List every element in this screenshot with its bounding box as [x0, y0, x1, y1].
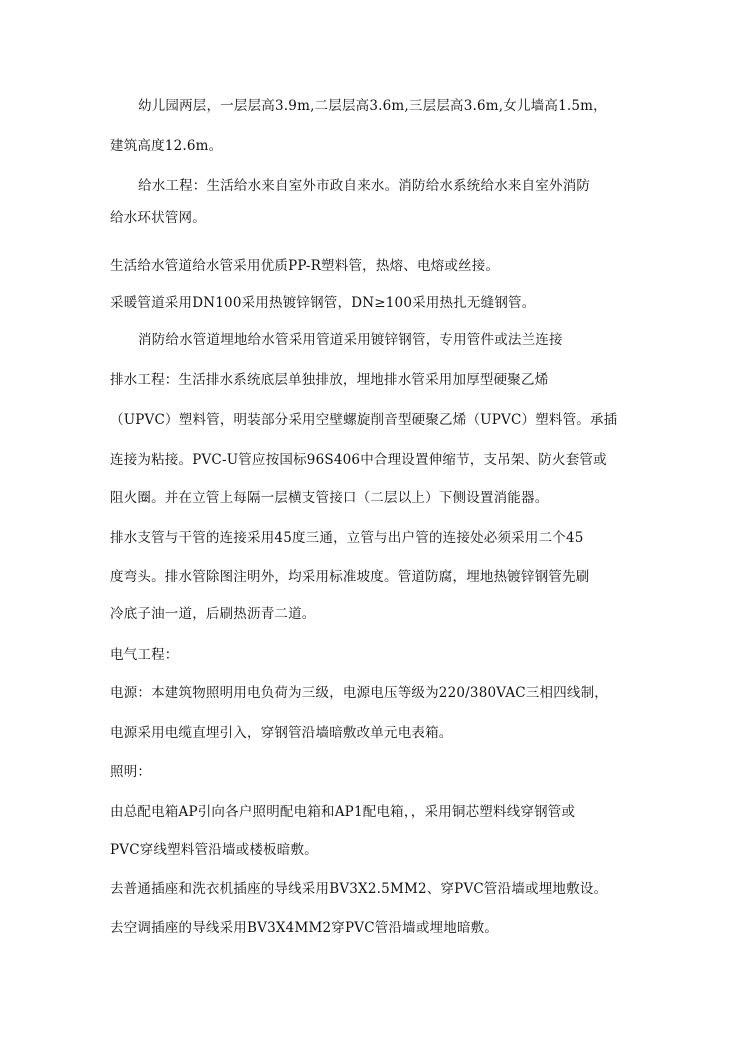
paragraph-line: 由总配电箱AP引向各户照明配电箱和AP1配电箱，，采用铜芯塑料线穿钢管或	[110, 804, 576, 820]
paragraph-line: 电源：本建筑物照明用电负荷为三级，电源电压等级为220/380VAC三相四线制，	[110, 685, 608, 701]
paragraph-line: 幼儿园两层，一层层高3.9m,二层层高3.6m,三层层高3.6m,女儿墙高1.5m，	[138, 98, 607, 114]
paragraph-line: 去普通插座和洗衣机插座的导线采用BV3X2.5MM2、穿PVC管沿墙或埋地敷设。	[110, 881, 608, 897]
paragraph-line: 排水工程：生活排水系统底层单独排放，埋地排水管采用加厚型硬聚乙烯	[110, 372, 549, 388]
paragraph-line: 消防给水管道埋地给水管采用管道采用镀锌钢管，专用管件或法兰连接	[138, 332, 563, 348]
paragraph-line: 阻火圈。并在立管上每隔一层横支管接口（二层以上）下侧设置消能器。	[110, 490, 549, 506]
paragraph-line: 给水环状管网。	[110, 210, 206, 226]
section-heading: 电气工程：	[110, 647, 179, 663]
paragraph-line: 给水工程：生活给水来自室外市政自来水。消防给水系统给水来自室外消防	[138, 178, 591, 194]
paragraph-line: 排水支管与干管的连接采用45度三通，立管与出户管的连接处必须采用二个45	[110, 530, 584, 546]
paragraph-line: 电源采用电缆直埋引入，穿钢管沿墙暗敷改单元电表箱。	[110, 725, 453, 741]
section-heading: 照明：	[110, 764, 152, 780]
paragraph-line: 度弯头。排水管除图注明外，均采用标准坡度。管道防腐，埋地热镀锌钢管先刷	[110, 569, 590, 585]
paragraph-line: （UPVC）塑料管，明装部分采用空壁螺旋削音型硬聚乙烯（UPVC）塑料管。承插	[110, 412, 618, 428]
paragraph-line: 连接为粘接。PVC-U管应按国标96S406中合理设置伸缩节，支吊架、防火套管或	[110, 452, 607, 468]
paragraph-line: 建筑高度12.6m。	[110, 138, 223, 154]
paragraph-line: 去空调插座的导线采用BV3X4MM2穿PVC管沿墙或埋地暗敷。	[110, 920, 499, 936]
paragraph-line: 生活给水管道给水管采用优质PP-R塑料管，热熔、电熔或丝接。	[110, 258, 500, 274]
paragraph-line: PVC穿线塑料管沿墙或楼板暗敷。	[110, 842, 318, 858]
paragraph-line: 采暖管道采用DN100采用热镀锌钢管，DN≥100采用热扎无缝钢管。	[110, 295, 536, 311]
paragraph-line: 冷底子油一道，后刷热沥青二道。	[110, 606, 316, 622]
